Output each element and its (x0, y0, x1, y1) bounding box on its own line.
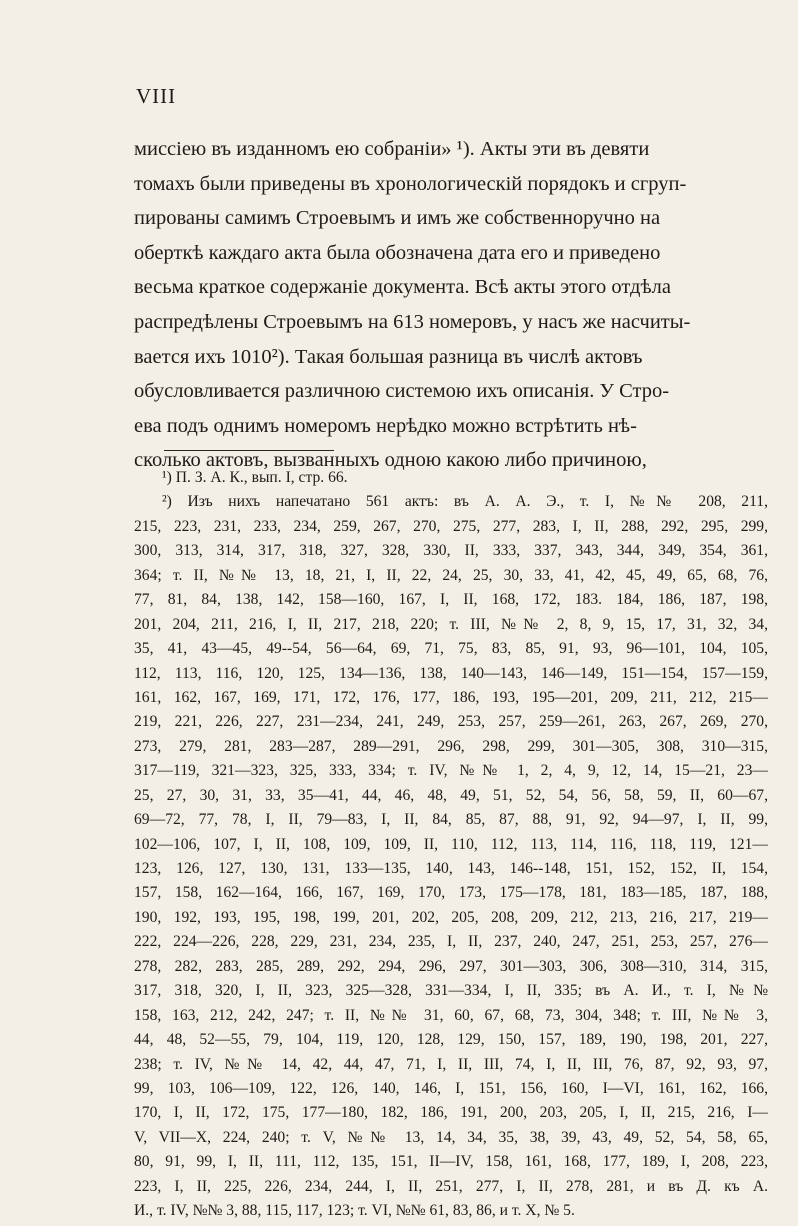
footnote-line: 223, I, II, 225, 226, 234, 244, I, II, 251, 277, I, II, 278, 281, и въ Д. къ А. (134, 1177, 768, 1195)
text-line: обусловливается различною системою ихъ описанiя. У Стро- (134, 380, 670, 403)
text-line: вается ихъ 1010²). Такая большая разница въ числѣ актовъ (134, 345, 643, 368)
text-line: весьма краткое содержанiе документа. Всѣ акты этого отдѣла (134, 276, 671, 299)
footnote-2: ²) Изъ нихъ напечатано 561 актъ: въ А. А. Э., т. I, №№ 208, 211, (162, 493, 768, 511)
footnote-line: 190, 192, 193, 195, 198, 199, 201, 202, 205, 208, 209, 212, 213, 216, 217, 219— (134, 908, 768, 926)
footnotes (134, 466, 768, 1224)
footnote-line: 77, 81, 84, 138, 142, 158—160, 167, I, II, 168, 172, 183. 184, 186, 187, 198, (134, 591, 768, 609)
footnote-line: 238; т. IV, №№ 14, 42, 44, 47, 71, I, II, III, 74, I, II, III, 76, 87, 92, 93, 97, (134, 1055, 768, 1073)
footnote-line: 364; т. II, №№ 13, 18, 21, I, II, 22, 24, 25, 30, 33, 41, 42, 45, 49, 65, 68, 76, (134, 566, 768, 584)
text-line: пированы самимъ Строевымъ и имъ же собственноручно на (134, 207, 661, 230)
footnote-line: 69—72, 77, 78, I, II, 79—83, I, II, 84, 85, 87, 88, 91, 92, 94—97, I, II, 99, (134, 811, 768, 829)
text-line: миссiею въ изданномъ ею собранiи» ¹). Акты эти въ девяти (134, 138, 650, 160)
footnote-line: 317, 318, 320, I, II, 323, 325—328, 331—334, I, II, 335; въ А. И., т. I, №№ (134, 982, 768, 1000)
footnote-line: 102—106, 107, I, II, 108, 109, 109, II, 110, 112, 113, 114, 116, 118, 119, 121— (134, 835, 768, 853)
text-line: томахъ были приведены въ хронологическiй порядокъ и сгруп- (134, 172, 687, 195)
page-number: VIII (136, 84, 177, 108)
footnote-line: 80, 91, 99, I, II, 111, 112, 135, 151, II—IV, 158, 161, 168, 177, 189, I, 208, 223, (134, 1153, 768, 1171)
footnote-line: 278, 282, 283, 285, 289, 292, 294, 296, 297, 301—303, 306, 308—310, 314, 315, (134, 957, 768, 975)
footnote-line: 158, 163, 212, 242, 247; т. II, №№ 31, 60, 67, 68, 73, 304, 348; т. III, №№ 3, (134, 1006, 768, 1024)
footnote-line: 170, I, II, 172, 175, 177—180, 182, 186, 191, 200, 203, 205, I, II, 215, 216, I— (134, 1104, 768, 1122)
footnote-line: 219, 221, 226, 227, 231—234, 241, 249, 253, 257, 259—261, 263, 267, 269, 270, (134, 713, 768, 731)
footnote-line: 44, 48, 52—55, 79, 104, 119, 120, 128, 129, 150, 157, 189, 190, 198, 201, 227, (134, 1031, 768, 1049)
footnote-line: 112, 113, 116, 120, 125, 134—136, 138, 140—143, 146—149, 151—154, 157—159, (134, 664, 768, 682)
footnote-line: 123, 126, 127, 130, 131, 133—135, 140, 143, 146--148, 151, 152, 152, II, 154, (134, 860, 768, 877)
footnote-line: 300, 313, 314, 317, 318, 327, 328, 330, II, 333, 337, 343, 344, 349, 354, 361, (134, 542, 768, 560)
footnote-line: V, VII—X, 224, 240; т. V, №№ 13, 14, 34, 35, 38, 39, 43, 49, 52, 54, 58, 65, (134, 1128, 768, 1146)
main-text (134, 132, 768, 478)
footnote-line: 157, 158, 162—164, 166, 167, 169, 170, 173, 175—178, 181, 183—185, 187, 188, (134, 884, 768, 902)
text-line: распредѣлены Строевымъ на 613 номеровъ, у насъ же насчиты- (134, 310, 691, 333)
footnote-line: 215, 223, 231, 233, 234, 259, 267, 270, 275, 277, 283, I, II, 288, 292, 295, 299, (134, 517, 768, 535)
footnote-line: И., т. IV, №№ 3, 88, 115, 117, 123; т. VI, №№ 61, 83, 86, и т. X, № 5. (134, 1202, 575, 1220)
footnote-line: 35, 41, 43—45, 49--54, 56—64, 69, 71, 75, 83, 85, 91, 93, 96—101, 104, 105, (134, 640, 768, 658)
footnote-line: 273, 279, 281, 283—287, 289—291, 296, 298, 299, 301—305, 308, 310—315, (134, 737, 768, 755)
footnote-line: 222, 224—226, 228, 229, 231, 234, 235, I, II, 237, 240, 247, 251, 253, 257, 276— (134, 933, 768, 951)
footnote-line: 99, 103, 106—109, 122, 126, 140, 146, I, 151, 156, 160, I—VI, 161, 162, 166, (134, 1079, 768, 1097)
footnote-1: ¹) П. З. А. К., вып. I, стр. 66. (162, 469, 348, 486)
footnote-line: 317—119, 321—323, 325, 333, 334; т. IV, №№ 1, 2, 4, 9, 12, 14, 15—21, 23— (134, 762, 768, 780)
text-line: оберткѣ каждаго акта была обозначена дата его и приведено (134, 241, 661, 264)
text-line: сколько актовъ, вызванныхъ одною какою либо причиною, (134, 449, 647, 472)
footnote-line: 25, 27, 30, 31, 33, 35—41, 44, 46, 48, 49, 51, 52, 54, 56, 58, 59, II, 60—67, (134, 786, 768, 804)
footnote-line: 161, 162, 167, 169, 171, 172, 176, 177, 186, 193, 195—201, 209, 211, 212, 215— (134, 688, 768, 706)
text-line: ева подъ однимъ номеромъ нерѣдко можно встрѣтить нѣ- (134, 414, 637, 437)
footnote-line: 201, 204, 211, 216, I, II, 217, 218, 220; т. III, №№ 2, 8, 9, 15, 17, 31, 32, 34, (134, 615, 768, 633)
footnote-separator (164, 450, 334, 451)
